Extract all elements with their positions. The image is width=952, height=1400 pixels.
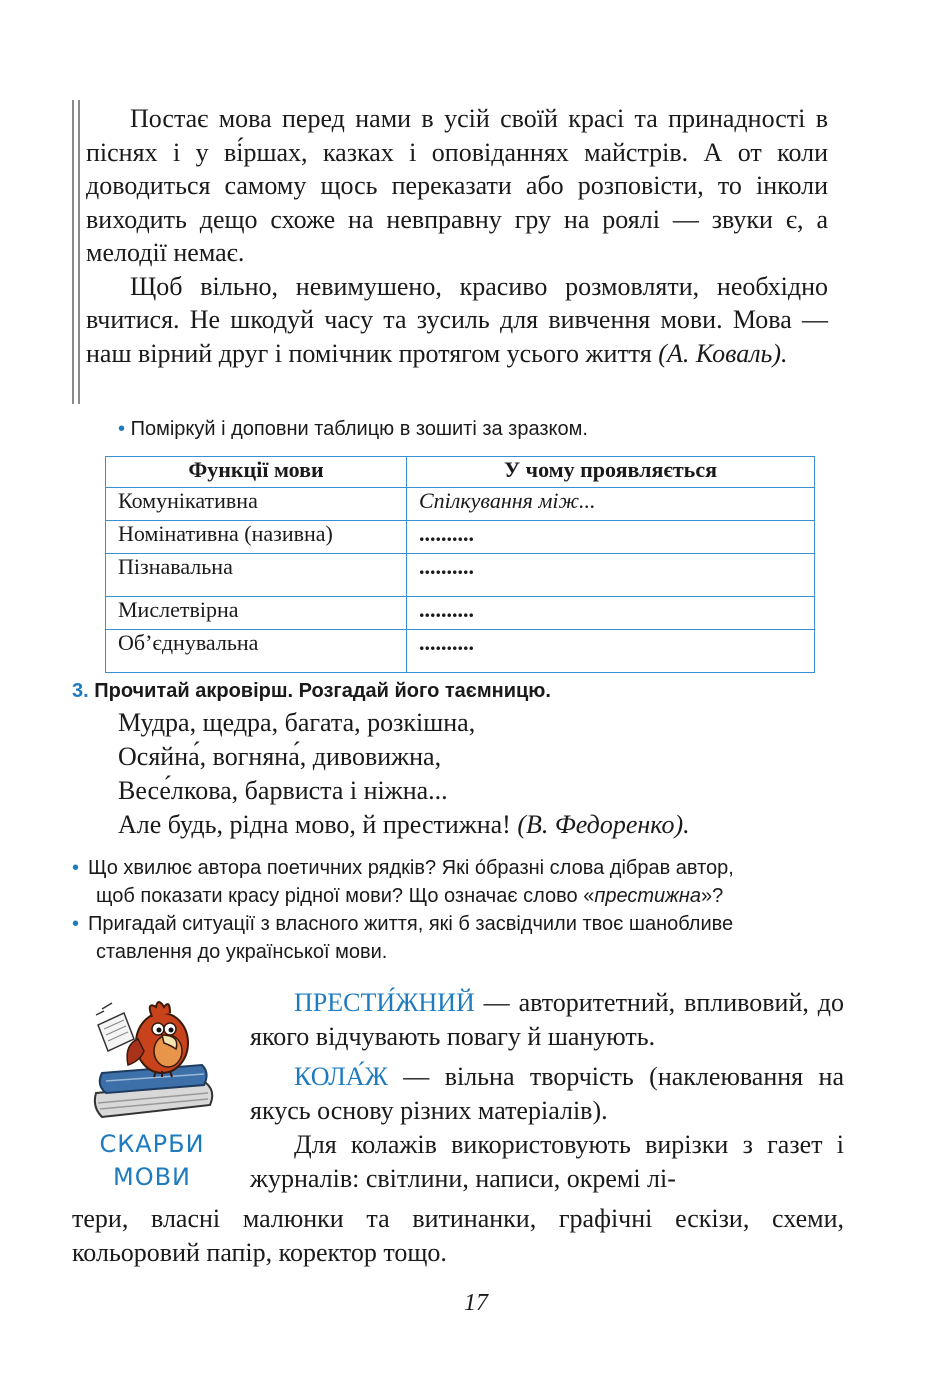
table-row	[106, 488, 815, 521]
question-line: Що хвилює автора поетичних рядків? Які о́бразні слова дібрав автор,	[88, 857, 734, 879]
poem-line-text: Але будь, рідна мово, й престижна!	[118, 810, 511, 839]
question-line	[88, 882, 852, 910]
table-header: У чому проявляється	[407, 457, 815, 488]
bullet-icon: •	[72, 913, 80, 935]
questions-list	[72, 854, 852, 966]
question-line: Пригадай ситуації з власного життя, які б засвідчили твоє шанобливе	[88, 913, 734, 935]
poem-line: Мудра, щедра, багата, розкішна,	[118, 708, 476, 737]
vocab-paragraph: Для колажів використовують вирізки з газет і журналів: світлини, написи, окремі лі-	[250, 1130, 844, 1193]
poem-citation: (В. Федоренко).	[517, 810, 690, 839]
poem-line	[118, 808, 690, 842]
table-cell-function: Мислетвірна	[106, 597, 407, 630]
table-cell-function: Номінативна (називна)	[106, 521, 407, 554]
vocabulary-block	[250, 986, 844, 1196]
intro-paragraph	[86, 270, 828, 371]
task-number: 3.	[72, 680, 89, 702]
intro-paragraph: Постає мова перед нами в усій своїй красі та принадності в піснях і у ві́ршах, казках і оповіданнях майстрів. А от коли доводиться самому щось переказати або розповісти, то інколи виходить дещо схоже на невправну гру на роялі — звуки є, а мелодії немає.	[86, 104, 828, 267]
bullet-icon: •	[72, 857, 80, 879]
functions-table	[105, 456, 815, 673]
treasure-label	[88, 1128, 216, 1194]
question-item	[72, 854, 852, 910]
table-row	[106, 630, 815, 673]
intro-block	[72, 100, 834, 404]
vocab-definition: — вільна творчість (наклеювання на якусь основу різних матеріалів).	[250, 1062, 844, 1125]
table-cell-manifestation: Спілкування між...	[407, 488, 815, 521]
acrostic-poem	[118, 706, 690, 842]
vocab-term: ПРЕСТИ́ЖНИЙ	[294, 988, 475, 1017]
table-cell-manifestation: ..........	[407, 630, 815, 673]
task-note	[118, 418, 588, 441]
intro-citation: (А. Коваль).	[658, 338, 788, 368]
page-number: 17	[464, 1290, 488, 1316]
table-row	[106, 554, 815, 597]
question-line: ставлення до української мови.	[96, 941, 388, 963]
table-header: Функції мови	[106, 457, 407, 488]
task-note-text: Поміркуй і доповни таблицю в зошиті за зразком.	[130, 418, 588, 440]
question-emphasis: престижна	[594, 885, 702, 907]
treasure-label-line: МОВИ	[112, 1163, 191, 1191]
vocab-term: КОЛА́Ж	[294, 1062, 388, 1091]
table-cell-manifestation: ..........	[407, 521, 815, 554]
treasure-label-line: СКАРБИ	[99, 1130, 205, 1158]
table-row	[106, 521, 815, 554]
table-cell-function: Комунікативна	[106, 488, 407, 521]
vocab-definition: — авторитетний, впливовий, до якого відчувають повагу й шанують.	[250, 988, 844, 1051]
task-3-heading	[72, 680, 551, 703]
table-cell-manifestation: ..........	[407, 554, 815, 597]
task-3-text: Прочитай акровірш. Розгадай його таємницю.	[94, 680, 551, 702]
table-cell-manifestation: ..........	[407, 597, 815, 630]
poem-line: Весе́лкова, барвиста і ніжна...	[118, 776, 448, 805]
left-rule	[78, 100, 80, 404]
question-text: щоб показати красу рідної мови? Що означає слово «	[96, 885, 595, 907]
table-cell-function: Пізнавальна	[106, 554, 407, 597]
table-row	[106, 597, 815, 630]
table-header-row	[106, 457, 815, 488]
parrot-on-books-icon	[84, 995, 224, 1130]
question-item	[72, 910, 852, 966]
bullet-icon: •	[118, 418, 126, 440]
left-rule	[72, 100, 74, 404]
vocab-entry	[250, 1060, 844, 1128]
vocab-paragraph-continuation: тери, власні малюнки та витинанки, графічні ескізи, схеми, кольоровий папір, коректор тощо.	[72, 1204, 844, 1267]
intro-text	[86, 102, 828, 370]
poem-line: Осяйна́, вогняна́, дивовижна,	[118, 742, 442, 771]
table-cell-function: Об’єднувальна	[106, 630, 407, 673]
intro-paragraph-text: Щоб вільно, невимушено, красиво розмовляти, необхідно вчитися. Не шкодуй часу та зусиль для вивчення мови. Мова — наш вірний друг і помічник протягом усього життя	[86, 271, 828, 368]
question-text: »?	[701, 885, 724, 907]
vocab-entry	[250, 986, 844, 1054]
